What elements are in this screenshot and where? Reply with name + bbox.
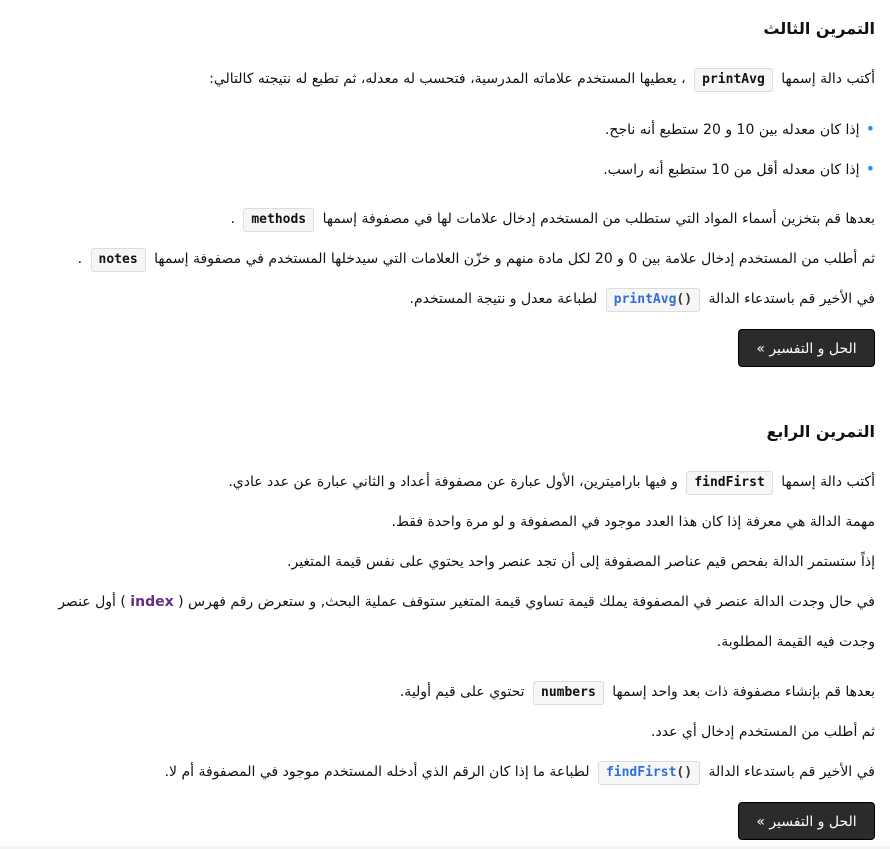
- bullet-pass-text: إذا كان معدله بين 10 و 20 ستطبع أنه ناجح.: [604, 122, 860, 138]
- numbers-text: بعدها قم بإنشاء مصفوفة ذات بعد واحد إسمها: [612, 684, 875, 700]
- exercise-4-input-paragraph: ثم أطلب من المستخدم إدخال أي عدد.: [651, 724, 875, 740]
- code-findFirst: findFirst: [686, 471, 772, 495]
- keyword-index: index: [130, 594, 174, 610]
- index-text: في حال وجدت الدالة عنصر في المصفوفة يملك قيمة تساوي قيمة المتغير ستوقف عملية البحث, و ستعرض رقم فهرس (: [178, 594, 875, 610]
- code-findFirst-call: [598, 761, 700, 785]
- exercise-4-index-paragraph: [15, 591, 875, 613]
- fn-name: findFirst: [605, 765, 677, 780]
- exercise-4-index-paragraph-cont: وجدت فيه القيمة المطلوبة.: [716, 634, 875, 650]
- methods-text: بعدها قم بتخزين أسماء المواد التي ستطلب من المستخدم إدخال علامات لها في مصفوفة إسمها: [322, 211, 875, 227]
- code-numbers: numbers: [533, 681, 604, 705]
- bullet-fail: [15, 158, 875, 181]
- intro-text: أكتب دالة إسمها: [781, 474, 875, 490]
- index-text-rest: ) أول عنصر: [58, 594, 126, 610]
- exercise-3-methods-paragraph: [15, 208, 875, 232]
- numbers-text-rest: تحتوي على قيم أولية.: [399, 684, 525, 700]
- code-notes: notes: [91, 248, 146, 272]
- code-methods: methods: [243, 208, 314, 232]
- exercise-3-notes-paragraph: [15, 248, 875, 272]
- call-text-rest: لطباعة ما إذا كان الرقم الذي أدخله المستخدم موجود في المصفوفة أم لا.: [164, 764, 590, 780]
- notes-dot: .: [77, 251, 83, 267]
- exercise-3-call-paragraph: [15, 288, 875, 312]
- exercise-4-task: مهمة الدالة هي معرفة إذا كان هذا العدد موجود في المصفوفة و لو مرة واحدة فقط.: [391, 514, 875, 530]
- methods-dot: .: [230, 211, 235, 227]
- fn-parens: (): [676, 765, 693, 780]
- solution-button-ex4[interactable]: الحل و التفسير »: [738, 802, 875, 840]
- call-text: في الأخير قم باستدعاء الدالة: [708, 291, 875, 307]
- exercise-4-intro: [15, 471, 875, 495]
- intro-text-rest: ، يعطيها المستخدم علاماته المدرسية، فتحسب له معدله، ثم تطبع له نتيجته كالتالي:: [209, 71, 686, 87]
- fn-parens: (): [676, 292, 693, 307]
- solution-button-ex3[interactable]: الحل و التفسير »: [738, 329, 875, 367]
- notes-text: ثم أطلب من المستخدم إدخال علامة بين 0 و 20 لكل مادة منهم و خزّن العلامات التي سيدخلها المستخدم في مصفوفة إسمها: [154, 251, 875, 267]
- exercise-4-call-paragraph: [15, 761, 875, 785]
- exercise-4-title: التمرين الرابع: [766, 422, 875, 441]
- exercise-3-title: التمرين الثالث: [763, 19, 875, 38]
- intro-text: أكتب دالة إسمها: [781, 71, 875, 87]
- fn-name: printAvg: [613, 292, 677, 307]
- call-text-rest: لطباعة معدل و نتيجة المستخدم.: [409, 291, 598, 307]
- intro-text-rest: و فيها باراميترين، الأول عبارة عن مصفوفة أعداد و الثاني عبارة عن عدد عادي.: [228, 474, 678, 490]
- bullet-fail-text: إذا كان معدله أقل من 10 ستطبع أنه راسب.: [603, 162, 860, 178]
- bullet-pass: [15, 118, 875, 141]
- exercise-4-numbers-paragraph: [15, 681, 875, 705]
- call-text: في الأخير قم باستدعاء الدالة: [708, 764, 875, 780]
- exercise-4-search: إذاً ستستمر الدالة بفحص قيم عناصر المصفوفة إلى أن تجد عنصر واحد يحتوي على نفس قيمة المتغير.: [287, 554, 875, 570]
- code-printAvg: printAvg: [694, 68, 773, 92]
- exercise-3-intro: [15, 68, 875, 92]
- code-printAvg-call: [606, 288, 700, 312]
